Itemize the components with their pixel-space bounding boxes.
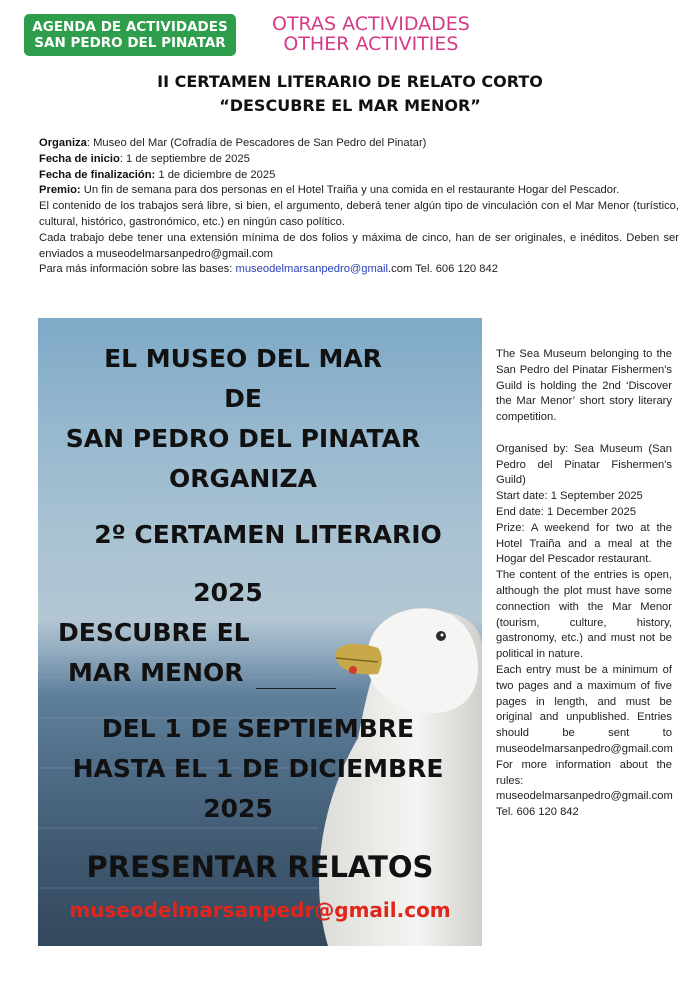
other-line-1: OTRAS ACTIVIDADES (272, 13, 470, 35)
poster (38, 318, 482, 946)
mas-info-suffix: .com Tel. 606 120 842 (388, 263, 498, 276)
poster-line-6: 2025 (193, 578, 263, 607)
english-p3: Start date: 1 September 2025 (496, 490, 643, 503)
premio-value: Un fin de semana para dos personas en el Hotel Traiña y una comida en el restaurante Hogar del Pescador. (80, 184, 620, 197)
page-title (0, 70, 700, 118)
poster-underline (256, 688, 336, 689)
poster-line-1: EL MUSEO DEL MAR (104, 344, 382, 373)
english-p6: The content of the entries is open, although the plot must have some connection with the Mar Menor (tourism, culture, history, gastronomy, etc.) and must not be political in nature. (496, 569, 672, 661)
other-line-2: OTHER ACTIVITIES (283, 33, 459, 55)
premio-row (39, 183, 679, 199)
inicio-label: Fecha de inicio (39, 152, 120, 165)
title-line-1: II CERTAMEN LITERARIO DE RELATO CORTO (157, 72, 543, 91)
badge-line-2: SAN PEDRO DEL PINATAR (34, 35, 226, 51)
poster-line-7: DESCUBRE EL (58, 618, 250, 647)
title-line-2: “DESCUBRE EL MAR MENOR” (219, 96, 481, 115)
english-p5: Prize: A weekend for two at the Hotel Traiña and a meal at the Hogar del Pescador restaurant. (496, 521, 672, 566)
mas-info-prefix: Para más información sobre las bases: (39, 263, 236, 276)
fin-row (39, 168, 679, 184)
inicio-row (39, 152, 679, 168)
english-spacer (496, 426, 672, 442)
poster-line-8: MAR MENOR (68, 658, 244, 687)
english-p1: The Sea Museum belonging to the San Pedro del Pinatar Fishermen's Guild is holding the 2nd ‘Discover the Mar Menor’ short story literary competition. (496, 348, 672, 424)
fin-value: 1 de diciembre de 2025 (155, 168, 276, 181)
poster-line-5: 2º CERTAMEN LITERARIO (94, 520, 442, 549)
english-p7: Each entry must be a minimum of two pages and a maximum of five pages in length, and must be original and unpublished. Entries should be sent to museodelmarsanpedro@gmail.com (496, 663, 673, 755)
fin-label: Fecha de finalización: (39, 168, 156, 181)
mas-info-row (39, 262, 679, 278)
english-info (496, 347, 672, 821)
english-p4: End date: 1 December 2025 (496, 505, 636, 518)
poster-line-2: DE (224, 384, 262, 413)
poster-line-11: 2025 (203, 794, 273, 823)
english-p2: Organised by: Sea Museum (San Pedro del Pinatar Fishermen's Guild) (496, 442, 672, 487)
organiza-row (39, 136, 679, 152)
organiza-value: : Museo del Mar (Cofradía de Pescadores de San Pedro del Pinatar) (86, 137, 427, 149)
poster-email: museodelmarsanpedr@gmail.com (69, 898, 451, 922)
organiza-label: Organiza (39, 137, 87, 149)
other-activities-heading (272, 14, 470, 54)
poster-line-12: PRESENTAR RELATOS (86, 850, 434, 884)
premio-label: Premio: (39, 184, 81, 197)
poster-line-3: SAN PEDRO DEL PINATAR (65, 424, 421, 453)
poster-line-10: HASTA EL 1 DE DICIEMBRE (72, 754, 444, 783)
badge-line-1: AGENDA DE ACTIVIDADES (32, 19, 228, 35)
contenido-text: El contenido de los trabajos será libre, si bien, el argumento, deberá tener algún tipo de vinculación con el Mar Menor (turístico, cultural, histórico, gastronómico, etc.) en ningún caso político. (39, 200, 679, 228)
inicio-value: : 1 de septiembre de 2025 (119, 152, 250, 165)
spanish-info (39, 136, 679, 278)
english-p8: For more information about the rules: museodelmarsanpedro@gmail.com Tel. 606 120 842 (496, 758, 673, 819)
agenda-badge (24, 14, 236, 56)
poster-line-9: DEL 1 DE SEPTIEMBRE (101, 714, 415, 743)
extension-text: Cada trabajo debe tener una extensión mínima de dos folios y máxima de cinco, han de ser originales, e inéditos. Deben ser enviados a museodelmarsanpedro@gmail.com (39, 231, 679, 260)
mas-info-email-link[interactable]: museodelmarsanpedro@gmail (235, 263, 389, 276)
poster-line-4: ORGANIZA (168, 464, 318, 493)
